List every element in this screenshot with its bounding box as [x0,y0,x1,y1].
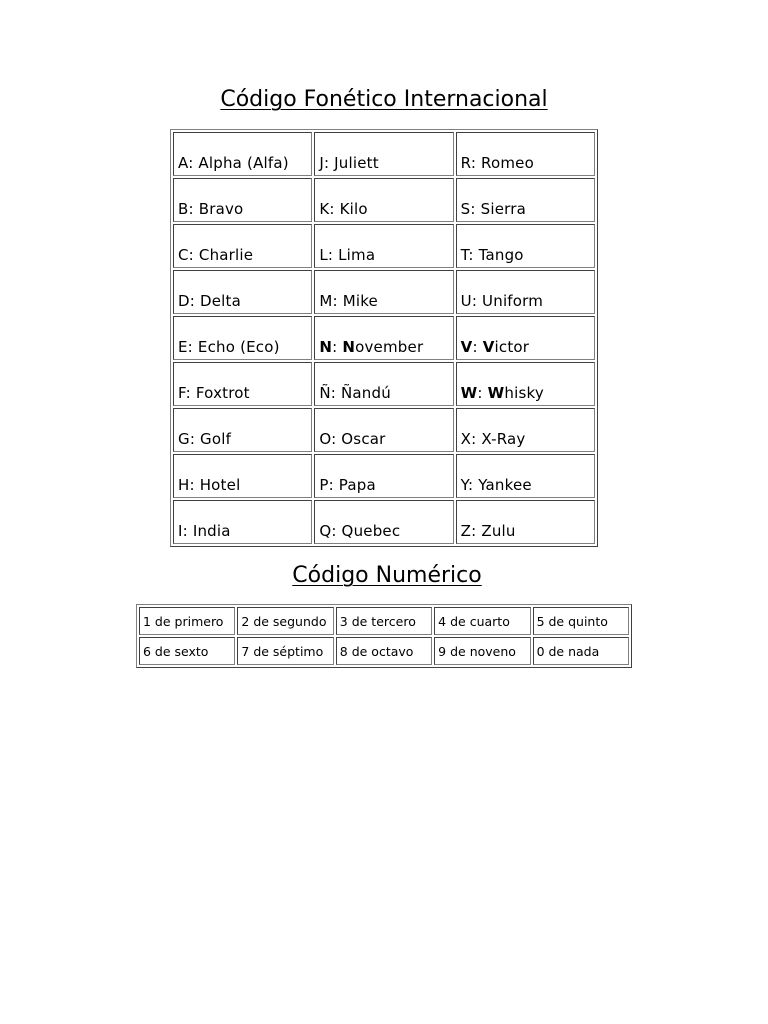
table-row [139,607,629,635]
table-cell: H: Hotel [173,454,312,498]
table-cell: O: Oscar [314,408,453,452]
bold-letter: W [487,384,505,402]
table-cell: P: Papa [314,454,453,498]
numeric-code-title: Código Numérico [292,563,482,588]
table-row [173,454,595,498]
bold-letter: N [342,338,356,356]
table-cell: A: Alpha (Alfa) [173,132,312,176]
table-row [173,270,595,314]
table-cell: C: Charlie [173,224,312,268]
cell-text: ovember [355,338,424,356]
table-cell [456,316,595,360]
table-cell: D: Delta [173,270,312,314]
table-cell: Y: Yankee [456,454,595,498]
table-cell: Ñ: Ñandú [314,362,453,406]
table-cell: G: Golf [173,408,312,452]
phonetic-code-table [170,129,598,547]
table-cell: U: Uniform [456,270,595,314]
numeric-code-table [136,604,632,668]
table-cell: 2 de segundo [237,607,333,635]
table-cell: 4 de cuarto [434,607,530,635]
table-row [173,408,595,452]
table-cell: 1 de primero [139,607,235,635]
table-row [139,637,629,665]
table-cell: F: Foxtrot [173,362,312,406]
table-row [173,224,595,268]
table-cell: X: X-Ray [456,408,595,452]
table-cell: I: India [173,500,312,544]
cell-text: : [477,384,488,402]
table-cell: 7 de séptimo [237,637,333,665]
cell-text: : [332,338,343,356]
table-cell: E: Echo (Eco) [173,316,312,360]
table-cell: R: Romeo [456,132,595,176]
table-row [173,132,595,176]
table-row [173,362,595,406]
table-cell: B: Bravo [173,178,312,222]
table-row [173,178,595,222]
cell-text: hisky [504,384,544,402]
bold-letter: V [460,338,473,356]
table-cell: T: Tango [456,224,595,268]
table-cell [456,362,595,406]
table-cell: 9 de noveno [434,637,530,665]
table-cell: L: Lima [314,224,453,268]
table-cell: Z: Zulu [456,500,595,544]
table-cell: S: Sierra [456,178,595,222]
table-cell: 5 de quinto [533,607,629,635]
table-cell: 6 de sexto [139,637,235,665]
table-cell: K: Kilo [314,178,453,222]
table-row [173,316,595,360]
table-cell: Q: Quebec [314,500,453,544]
bold-letter: N [319,338,333,356]
bold-letter: V [482,338,495,356]
table-cell: 3 de tercero [336,607,432,635]
table-row [173,500,595,544]
table-cell: 0 de nada [533,637,629,665]
table-cell: J: Juliett [314,132,453,176]
table-cell: M: Mike [314,270,453,314]
bold-letter: W [460,384,478,402]
table-cell [314,316,453,360]
cell-text: ictor [494,338,530,356]
cell-text: : [472,338,483,356]
phonetic-code-title: Código Fonético Internacional [220,87,548,112]
table-cell: 8 de octavo [336,637,432,665]
